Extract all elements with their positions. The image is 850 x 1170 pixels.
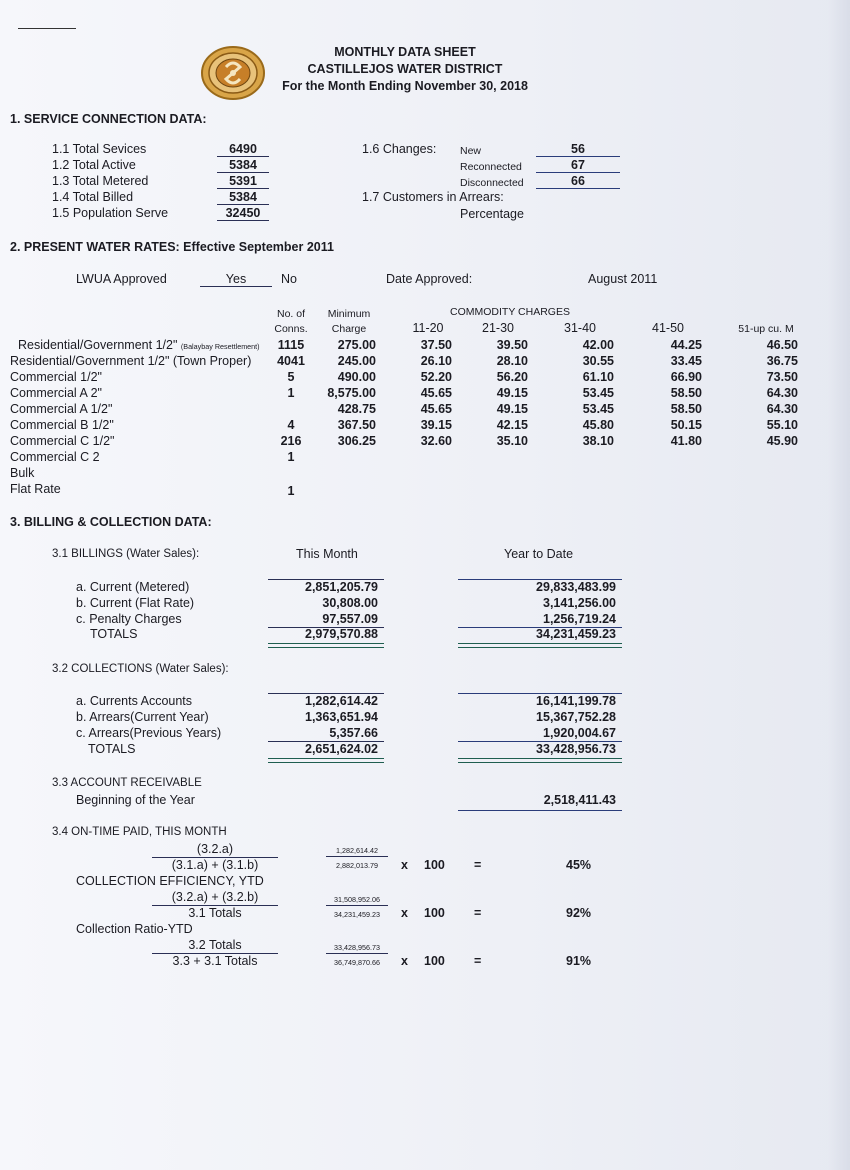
hundred: 100 xyxy=(424,858,445,872)
rate-class-name: Residential/Government 1/2" (Balaybay Resettlement) xyxy=(18,338,260,352)
formula3-denominator: 3.3 + 3.1 Totals xyxy=(172,954,258,968)
s1-label: 1.5 Population Serve xyxy=(52,206,169,220)
billings-title: 3.1 BILLINGS (Water Sales): xyxy=(52,548,200,560)
rate-class-name: Residential/Government 1/2" (Town Proper) xyxy=(10,354,252,368)
rate-conns: 216 xyxy=(280,434,302,448)
col-head-31-40: 31-40 xyxy=(564,321,596,335)
rate-min-charge: 306.25 xyxy=(337,434,376,448)
receivable-title: 3.3 ACCOUNT RECEIVABLE xyxy=(52,777,202,789)
rate-21-30: 49.15 xyxy=(496,402,528,416)
formula1-numerator: (3.2.a) xyxy=(196,842,234,856)
change-new-value: 56 xyxy=(536,142,620,157)
formula2-num-value: 31,508,952.06 xyxy=(334,895,380,904)
col-head-21-30: 21-30 xyxy=(482,321,514,335)
header-title: MONTHLY DATA SHEET xyxy=(334,45,476,59)
rate-51-up: 36.75 xyxy=(766,354,798,368)
page-edge-shadow xyxy=(828,0,850,1170)
rate-class-name: Commercial A 2" xyxy=(10,386,102,400)
rate-conns: 5 xyxy=(287,370,295,384)
formula2-den-value: 34,231,459.23 xyxy=(334,910,380,919)
collection-this-month: 1,282,614.42 xyxy=(305,694,378,708)
collection-ytd: 15,367,752.28 xyxy=(536,710,616,724)
rate-class-note: (Balaybay Resettlement) xyxy=(180,342,260,351)
col-head-41-50: 41-50 xyxy=(652,321,684,335)
col-head-51-up: 51-up cu. M xyxy=(738,323,794,335)
collection-ytd-total: 33,428,956.73 xyxy=(536,742,616,756)
s1-label: 1.3 Total Metered xyxy=(52,174,149,188)
rate-11-20: 26.10 xyxy=(420,354,452,368)
rate-31-40: 30.55 xyxy=(582,354,614,368)
rate-51-up: 45.90 xyxy=(766,434,798,448)
rate-min-charge: 275.00 xyxy=(337,338,376,352)
rate-31-40: 53.45 xyxy=(582,402,614,416)
rate-min-charge: 367.50 xyxy=(337,418,376,432)
rate-class-name: Commercial C 2 xyxy=(10,450,100,464)
col-head-commodity: COMMODITY CHARGES xyxy=(450,306,570,318)
rate-min-charge: 245.00 xyxy=(337,354,376,368)
s1-label: 1.2 Total Active xyxy=(52,158,136,172)
rate-21-30: 39.50 xyxy=(496,338,528,352)
collection-row-label: c. Arrears(Previous Years) xyxy=(76,726,222,740)
formula2-denominator: 3.1 Totals xyxy=(188,906,242,920)
rate-41-50: 41.80 xyxy=(670,434,702,448)
rate-41-50: 50.15 xyxy=(670,418,702,432)
rate-conns: 1 xyxy=(287,484,295,498)
rate-11-20: 45.65 xyxy=(420,402,452,416)
rate-min-charge: 490.00 xyxy=(337,370,376,384)
header-period: For the Month Ending November 30, 2018 xyxy=(282,79,528,93)
change-disconnected-label: Disconnected xyxy=(460,177,524,189)
billing-ytd: 3,141,256.00 xyxy=(543,596,616,610)
rate-11-20: 39.15 xyxy=(420,418,452,432)
rate-min-charge: 428.75 xyxy=(337,402,376,416)
formula3-num-value: 33,428,956.73 xyxy=(334,943,380,952)
lwua-label: LWUA Approved xyxy=(76,272,167,286)
formula2-numerator: (3.2.a) + (3.2.b) xyxy=(171,890,259,904)
rate-conns: 1115 xyxy=(277,338,305,352)
collection-ratio-result: 91% xyxy=(566,954,592,968)
rate-class-name: Flat Rate xyxy=(10,482,61,496)
section2-title: 2. PRESENT WATER RATES: Effective September 2011 xyxy=(10,240,334,254)
billing-totals-label: TOTALS xyxy=(90,627,138,641)
billing-this-month: 30,808.00 xyxy=(322,596,378,610)
rate-51-up: 64.30 xyxy=(766,402,798,416)
hundred: 100 xyxy=(424,954,445,968)
ontime-result: 45% xyxy=(566,858,592,872)
formula1-den-value: 2,882,013.79 xyxy=(336,861,378,870)
rate-21-30: 42.15 xyxy=(496,418,528,432)
rate-21-30: 35.10 xyxy=(496,434,528,448)
section1-title: 1. SERVICE CONNECTION DATA: xyxy=(10,112,207,126)
collection-this-month-total: 2,651,624.02 xyxy=(305,742,378,756)
rate-31-40: 38.10 xyxy=(582,434,614,448)
rate-31-40: 53.45 xyxy=(582,386,614,400)
s1-value: 6490 xyxy=(217,142,269,157)
collection-this-month: 5,357.66 xyxy=(329,726,378,740)
collection-efficiency-result: 92% xyxy=(566,906,592,920)
rate-41-50: 44.25 xyxy=(670,338,702,352)
s1-label: 1.4 Total Billed xyxy=(52,190,134,204)
s1-value: 5384 xyxy=(217,190,269,205)
rate-class-name: Commercial B 1/2" xyxy=(10,418,114,432)
col-head-conns: Conns. xyxy=(274,323,308,335)
billing-this-month: 2,851,205.79 xyxy=(305,580,378,594)
lwua-yes: Yes xyxy=(200,272,272,287)
rate-conns: 4 xyxy=(287,418,295,432)
collections-title: 3.2 COLLECTIONS (Water Sales): xyxy=(52,663,229,675)
billing-row-label: a. Current (Metered) xyxy=(76,580,190,594)
col-head-charge: Charge xyxy=(331,323,367,335)
collection-ytd: 1,920,004.67 xyxy=(543,726,616,740)
billing-ytd-total: 34,231,459.23 xyxy=(536,627,616,641)
billing-this-month: 97,557.09 xyxy=(322,612,378,626)
ytd-header: Year to Date xyxy=(504,547,574,561)
rate-21-30: 49.15 xyxy=(496,386,528,400)
billing-ytd: 1,256,719.24 xyxy=(543,612,616,626)
change-new-label: New xyxy=(460,145,482,157)
rate-class-name: Commercial A 1/2" xyxy=(10,402,113,416)
rate-51-up: 55.10 xyxy=(766,418,798,432)
collection-this-month: 1,363,651.94 xyxy=(305,710,378,724)
equals-sign: = xyxy=(474,858,482,872)
formula3-den-value: 36,749,870.66 xyxy=(334,958,380,967)
s1-value: 5384 xyxy=(217,158,269,173)
rate-class-name: Bulk xyxy=(10,466,35,480)
rate-conns: 1 xyxy=(287,450,295,464)
rate-31-40: 45.80 xyxy=(582,418,614,432)
s1-label: 1.1 Total Sevices xyxy=(52,142,147,156)
collection-ytd: 16,141,199.78 xyxy=(536,694,616,708)
receivable-value: 2,518,411.43 xyxy=(543,793,616,807)
date-approved-label: Date Approved: xyxy=(386,272,473,286)
percentage-label: Percentage xyxy=(460,207,524,221)
rate-11-20: 37.50 xyxy=(420,338,452,352)
rate-31-40: 61.10 xyxy=(582,370,614,384)
rate-41-50: 33.45 xyxy=(670,354,702,368)
this-month-header: This Month xyxy=(296,547,358,561)
rate-51-up: 46.50 xyxy=(766,338,798,352)
collection-efficiency-label: COLLECTION EFFICIENCY, YTD xyxy=(76,874,264,888)
col-head-minimum: Minimum xyxy=(327,308,371,320)
billing-this-month-total: 2,979,570.88 xyxy=(305,627,378,641)
change-disconnected-value: 66 xyxy=(536,174,620,189)
s1-value: 32450 xyxy=(217,206,269,221)
collection-totals-label: TOTALS xyxy=(88,742,136,756)
ontime-title: 3.4 ON-TIME PAID, THIS MONTH xyxy=(52,826,227,838)
rate-conns: 1 xyxy=(287,386,295,400)
date-approved-value: August 2011 xyxy=(588,272,658,286)
rate-41-50: 58.50 xyxy=(670,386,702,400)
formula1-num-value: 1,282,614.42 xyxy=(336,846,378,855)
formula3-numerator: 3.2 Totals xyxy=(188,938,242,952)
rate-11-20: 52.20 xyxy=(420,370,452,384)
rate-min-charge: 8,575.00 xyxy=(327,386,376,400)
arrears-label: 1.7 Customers in Arrears: xyxy=(362,190,504,204)
collection-row-label: a. Currents Accounts xyxy=(76,694,193,708)
times-sign: x xyxy=(401,858,408,872)
equals-sign: = xyxy=(474,954,482,968)
hundred: 100 xyxy=(424,906,445,920)
collection-row-label: b. Arrears(Current Year) xyxy=(76,710,209,724)
pen-mark xyxy=(18,28,76,29)
col-head-no-of: No. of xyxy=(276,308,305,320)
rate-41-50: 58.50 xyxy=(670,402,702,416)
billing-ytd: 29,833,483.99 xyxy=(536,580,616,594)
receivable-sub: Beginning of the Year xyxy=(76,793,195,807)
section3-title: 3. BILLING & COLLECTION DATA: xyxy=(10,515,212,529)
formula1-denominator: (3.1.a) + (3.1.b) xyxy=(171,858,259,872)
times-sign: x xyxy=(401,954,408,968)
rate-41-50: 66.90 xyxy=(670,370,702,384)
col-head-11-20: 11-20 xyxy=(412,321,444,335)
rate-11-20: 32.60 xyxy=(420,434,452,448)
times-sign: x xyxy=(401,906,408,920)
billing-row-label: b. Current (Flat Rate) xyxy=(76,596,195,610)
rate-class-name: Commercial C 1/2" xyxy=(10,434,115,448)
rate-conns: 4041 xyxy=(277,354,305,368)
change-reconnected-value: 67 xyxy=(536,158,620,173)
lwua-no: No xyxy=(281,272,297,286)
s1-value: 5391 xyxy=(217,174,269,189)
rate-11-20: 45.65 xyxy=(420,386,452,400)
rate-51-up: 64.30 xyxy=(766,386,798,400)
collection-ratio-label: Collection Ratio-YTD xyxy=(76,922,193,936)
change-reconnected-label: Reconnected xyxy=(460,161,522,173)
rate-51-up: 73.50 xyxy=(766,370,798,384)
billing-row-label: c. Penalty Charges xyxy=(76,612,182,626)
rate-21-30: 28.10 xyxy=(496,354,528,368)
rate-31-40: 42.00 xyxy=(582,338,614,352)
rate-21-30: 56.20 xyxy=(496,370,528,384)
changes-label: 1.6 Changes: xyxy=(362,142,437,156)
equals-sign: = xyxy=(474,906,482,920)
header-district: CASTILLEJOS WATER DISTRICT xyxy=(307,62,503,76)
district-seal-logo xyxy=(200,45,266,106)
rate-class-name: Commercial 1/2" xyxy=(10,370,102,384)
